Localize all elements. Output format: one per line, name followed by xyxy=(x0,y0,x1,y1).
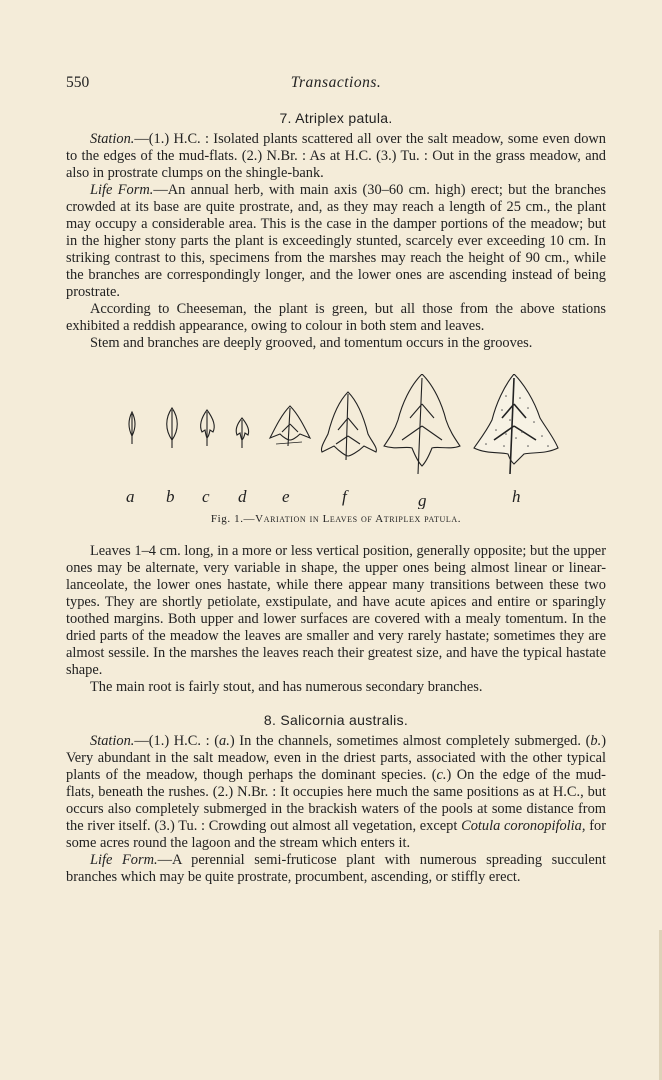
leaf-drawings xyxy=(66,374,606,509)
paragraph-station xyxy=(66,131,606,182)
label-station: Station. xyxy=(90,131,135,147)
letter-b: b. xyxy=(590,733,602,749)
section-heading-salicornia: 8. Salicornia australis. xyxy=(263,712,409,728)
leaf-variation-figure xyxy=(66,374,606,509)
running-title: Transactions. xyxy=(290,74,382,91)
figure-caption xyxy=(66,513,606,525)
text-run: ) Very abundant in the salt meadow, even in the driest parts, associated with the other typical plants of the meadow, though perhaps the dominant species. ( xyxy=(66,733,606,783)
paragraph-cheeseman: According to Cheeseman, the plant is green, but all those from the above stations exhibited a reddish appearance, owing to colour in both stem and leaves. xyxy=(66,301,606,334)
label-d: d xyxy=(238,487,247,506)
label-b: b xyxy=(166,487,175,506)
label-a: a xyxy=(126,487,135,506)
text-run: —(1.) H.C. : ( xyxy=(134,733,220,749)
text-run: ) In the channels, sometimes almost completely submerged. ( xyxy=(229,733,591,749)
leaf-c xyxy=(201,410,215,446)
leaf-b xyxy=(167,408,178,448)
leaf-e xyxy=(270,406,310,446)
label-g: g xyxy=(418,491,427,509)
paragraph-station-salicornia xyxy=(66,733,606,852)
letter-c: c. xyxy=(436,767,447,783)
figure-caption-text: —Variation in Leaves of Atriplex patula. xyxy=(243,513,462,525)
label-life-form: Life Form. xyxy=(90,852,158,868)
label-h: h xyxy=(512,487,521,506)
paragraph-life-form xyxy=(66,182,606,301)
species-name: Cotula coronopifolia, xyxy=(461,818,586,834)
label-c: c xyxy=(202,487,210,506)
paragraph-text: —A perennial semi-fruticose plant with numerous spreading succulent branches which may be quite prostrate, procumbent, ascending, or stiffly erect. xyxy=(66,852,606,885)
paragraph-text: —(1.) H.C. : Isolated plants scattered all over the salt meadow, some even down to the edges of the mud-flats. (2.) N.Br. : As at H.C. (3.) Tu. : Out in the grass meadow, and also in prostrate clumps on the shingle-bank. xyxy=(66,131,606,181)
section-heading-atriplex: 7. Atriplex patula. xyxy=(279,110,393,126)
label-station: Station. xyxy=(90,733,135,749)
figure-caption-label: Fig. 1. xyxy=(210,513,244,525)
paragraph-stem: Stem and branches are deeply grooved, and tomentum occurs in the grooves. xyxy=(90,335,533,351)
leaf-d xyxy=(236,418,248,448)
page-number: 550 xyxy=(66,74,90,91)
leaf-h xyxy=(474,374,558,474)
text-run: for some acres round the lagoon and the stream which enters it. xyxy=(66,818,606,851)
paragraph-life-form-salicornia xyxy=(66,852,606,886)
running-header xyxy=(66,74,606,94)
leaf-g xyxy=(384,374,460,474)
label-life-form: Life Form. xyxy=(90,182,154,198)
label-f: f xyxy=(342,487,347,506)
label-e: e xyxy=(282,487,290,506)
text-run: ) On the edge of the mud-flats, beneath the rushes. (2.) N.Br. : It occupies here much the same positions as at H.C., but occurs also completely submerged in the brackish waters of the pools at some distance from the river itself. (3.) Tu. : Crowding out almost all vegetation, except xyxy=(66,767,606,834)
page xyxy=(66,74,606,886)
leaf-a xyxy=(129,412,135,444)
letter-a: a. xyxy=(219,733,230,749)
paragraph-text: —An annual herb, with main axis (30–60 cm. high) erect; but the branches crowded at its base are quite prostrate, and, as they may reach a length of 25 cm., the plant may occupy a considerable area. This is the case in the damper portions of the meadow; but in the higher stony parts the plant is exceedingly stunted, scarcely ever exceeding 10 cm. In striking contrast to this, specimens from the marshes may reach the height of 90 cm., while the branches are correspondingly longer, and the lower ones are ascending instead of being prostrate. xyxy=(66,182,606,300)
leaf-f xyxy=(321,392,376,460)
paragraph-leaves: Leaves 1–4 cm. long, in a more or less vertical position, generally opposite; but the upper ones may be alternate, very variable in shape, the upper ones being almost linear or linear-lanceolate, the lower ones hastate, while there appear many transitions between these two types. They are shortly petiolate, exstipulate, and have acute apices and entire or sparingly toothed margins. Both upper and lower surfaces are covered with a mealy tomentum. In the dried parts of the meadow the leaves are smaller and very rarely hastate; sometimes they are almost sessile. In the marshes the leaves reach their greatest size, and have the typical hastate shape. xyxy=(66,543,606,678)
paragraph-root: The main root is fairly stout, and has numerous secondary branches. xyxy=(90,679,483,695)
